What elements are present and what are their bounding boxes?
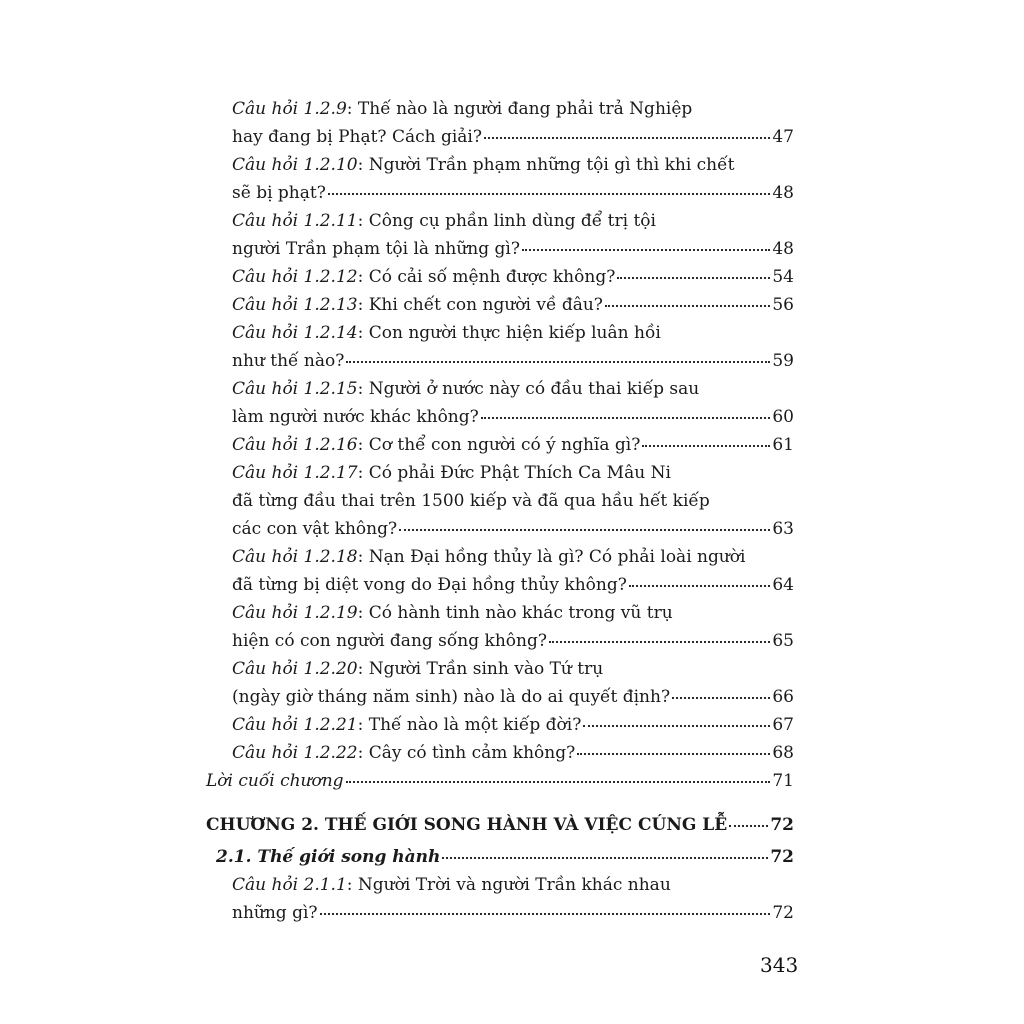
dot-leader xyxy=(605,304,770,307)
toc-entry-line xyxy=(232,349,794,373)
question-number: Câu hỏi 1.2.20 xyxy=(232,659,358,679)
question-text: các con vật không? xyxy=(232,519,398,539)
dot-leader xyxy=(672,696,770,699)
question-text: Nạn Đại hồng thủy là gì? Có phải loài người xyxy=(368,547,746,567)
dot-leader xyxy=(442,856,768,859)
question-text: Có hành tinh nào khác trong vũ trụ xyxy=(368,603,673,623)
dot-leader xyxy=(729,824,768,827)
dot-leader xyxy=(399,528,770,531)
question-text: Người ở nước này có đầu thai kiếp sau xyxy=(368,379,700,399)
dot-leader xyxy=(484,136,770,139)
question-text: Công cụ phần linh dùng để trị tội xyxy=(368,211,656,231)
toc-entry-2-1-1-line1: Câu hỏi 2.1.1: Người Trời và người Trần khác nhau xyxy=(232,875,671,895)
toc-entry-line xyxy=(232,573,794,597)
question-text: Người Trần sinh vào Tứ trụ xyxy=(368,659,604,679)
toc-entry-line: Câu hỏi 1.2.18: Nạn Đại hồng thủy là gì? Có phải loài người xyxy=(232,547,746,567)
entry-page: 56 xyxy=(772,295,794,315)
question-number: Câu hỏi 1.2.19 xyxy=(232,603,358,623)
question-text: Con người thực hiện kiếp luân hồi xyxy=(368,323,661,343)
toc-entry-line: Câu hỏi 1.2.12: Có cải số mệnh được không? 54 xyxy=(232,267,794,287)
dot-leader xyxy=(577,752,770,755)
chapter-heading xyxy=(206,813,794,837)
toc-entry-line xyxy=(232,237,794,261)
question-text: Có phải Đức Phật Thích Ca Mâu Ni xyxy=(368,463,671,483)
entry-page: 65 xyxy=(772,631,794,651)
toc-entry-line: Câu hỏi 1.2.15: Người ở nước này có đầu thai kiếp sau xyxy=(232,379,700,399)
toc-entry-2-1-1-line2 xyxy=(232,901,794,925)
toc-entry-line: Câu hỏi 1.2.21: Thế nào là một kiếp đời? 67 xyxy=(232,715,794,735)
question-text: Cây có tình cảm không? xyxy=(368,743,576,763)
dot-leader xyxy=(346,780,771,783)
toc-entry-line xyxy=(232,629,794,653)
section-label: 2.1. Thế giới song hành xyxy=(216,847,441,867)
toc-entry-line: Câu hỏi 1.2.16: Cơ thể con người có ý nghĩa gì? 61 xyxy=(232,435,794,455)
question-number: Câu hỏi 1.2.16 xyxy=(232,435,358,455)
question-number: Câu hỏi 1.2.22 xyxy=(232,743,358,763)
entry-page: 64 xyxy=(772,575,794,595)
question-text: Có cải số mệnh được không? xyxy=(368,267,616,287)
chapter-page: 72 xyxy=(770,815,794,835)
question-number: Câu hỏi 1.2.14 xyxy=(232,323,358,343)
section-page: 72 xyxy=(770,847,794,867)
entry-page: 47 xyxy=(772,127,794,147)
dot-leader xyxy=(617,276,770,279)
toc-entry-line: Câu hỏi 1.2.10: Người Trần phạm những tội gì thì khi chết xyxy=(232,155,735,175)
toc-entry-line xyxy=(232,489,794,513)
toc-entry-line: Câu hỏi 1.2.9: Thế nào là người đang phải trả Nghiệp xyxy=(232,99,693,119)
entry-page: 68 xyxy=(772,743,794,763)
closing-page: 71 xyxy=(772,771,794,791)
dot-leader xyxy=(583,724,770,727)
chapter-label: CHƯƠNG 2. THẾ GIỚI SONG HÀNH VÀ VIỆC CÚNG LỄ xyxy=(206,815,728,835)
entry-page: 63 xyxy=(772,519,794,539)
question-number: Câu hỏi 1.2.11 xyxy=(232,211,358,231)
toc-entry-line xyxy=(232,125,794,149)
entry-page: 60 xyxy=(772,407,794,427)
question-text: hay đang bị Phạt? Cách giải? xyxy=(232,127,482,147)
toc-entry-line xyxy=(232,181,794,205)
question-text: (ngày giờ tháng năm sinh) nào là do ai quyết định? xyxy=(232,687,671,707)
question-text: Thế nào là một kiếp đời? xyxy=(368,715,582,735)
toc-entry-line xyxy=(232,517,794,541)
entry-page: 48 xyxy=(772,183,794,203)
question-text: làm người nước khác không? xyxy=(232,407,479,427)
dot-leader xyxy=(629,584,771,587)
dot-leader xyxy=(328,192,771,195)
dot-leader xyxy=(549,640,770,643)
toc-entry-line: Câu hỏi 1.2.14: Con người thực hiện kiếp luân hồi xyxy=(232,323,661,343)
entry-page: 48 xyxy=(772,239,794,259)
toc-entry-line: Câu hỏi 1.2.13: Khi chết con người về đâu? 56 xyxy=(232,295,794,315)
question-text: Thế nào là người đang phải trả Nghiệp xyxy=(357,99,693,119)
closing-entry xyxy=(206,769,794,793)
toc-entry-line: Câu hỏi 1.2.11: Công cụ phần linh dùng để trị tội xyxy=(232,211,656,231)
question-text: Người Trần phạm những tội gì thì khi chết xyxy=(368,155,735,175)
toc-entry-line: Câu hỏi 1.2.22: Cây có tình cảm không? 68 xyxy=(232,743,794,763)
entry-page: 54 xyxy=(772,267,794,287)
toc-entry-line xyxy=(232,405,794,429)
question-text: Khi chết con người về đâu? xyxy=(368,295,603,315)
dot-leader xyxy=(320,912,771,915)
dot-leader xyxy=(481,416,771,419)
page-number: 343 xyxy=(760,953,799,977)
question-number: Câu hỏi 1.2.21 xyxy=(232,715,358,735)
question-number: Câu hỏi 1.2.15 xyxy=(232,379,358,399)
question-number: Câu hỏi 1.2.10 xyxy=(232,155,358,175)
question-text: đã từng đầu thai trên 1500 kiếp và đã qua hầu hết kiếp xyxy=(232,491,710,511)
question-number: Câu hỏi 1.2.12 xyxy=(232,267,358,287)
question-number: Câu hỏi 2.1.1 xyxy=(232,875,347,895)
question-text: Người Trời và người Trần khác nhau xyxy=(357,875,671,895)
entry-page: 61 xyxy=(772,435,794,455)
entry-page: 72 xyxy=(772,903,794,923)
entry-page: 67 xyxy=(772,715,794,735)
dot-leader xyxy=(346,360,770,363)
toc-entry-line xyxy=(232,685,794,709)
question-text: sẽ bị phạt? xyxy=(232,183,326,203)
dot-leader xyxy=(522,248,770,251)
toc-entry-line: Câu hỏi 1.2.20: Người Trần sinh vào Tứ trụ xyxy=(232,659,604,679)
toc-entry-line: Câu hỏi 1.2.17: Có phải Đức Phật Thích Ca Mâu Ni xyxy=(232,463,671,483)
dot-leader xyxy=(642,444,770,447)
question-text: người Trần phạm tội là những gì? xyxy=(232,239,520,259)
question-number: Câu hỏi 1.2.17 xyxy=(232,463,358,483)
entry-page: 66 xyxy=(772,687,794,707)
question-text: hiện có con người đang sống không? xyxy=(232,631,547,651)
question-number: Câu hỏi 1.2.9 xyxy=(232,99,347,119)
toc-entry-line: Câu hỏi 1.2.19: Có hành tinh nào khác trong vũ trụ xyxy=(232,603,673,623)
question-number: Câu hỏi 1.2.18 xyxy=(232,547,358,567)
section-heading xyxy=(216,845,794,869)
entry-page: 59 xyxy=(772,351,794,371)
question-number: Câu hỏi 1.2.13 xyxy=(232,295,358,315)
question-text: những gì? xyxy=(232,903,318,923)
question-text: Cơ thể con người có ý nghĩa gì? xyxy=(368,435,641,455)
closing-label: Lời cuối chương xyxy=(206,771,344,791)
question-text: đã từng bị diệt vong do Đại hồng thủy không? xyxy=(232,575,627,595)
question-text: như thế nào? xyxy=(232,351,345,371)
